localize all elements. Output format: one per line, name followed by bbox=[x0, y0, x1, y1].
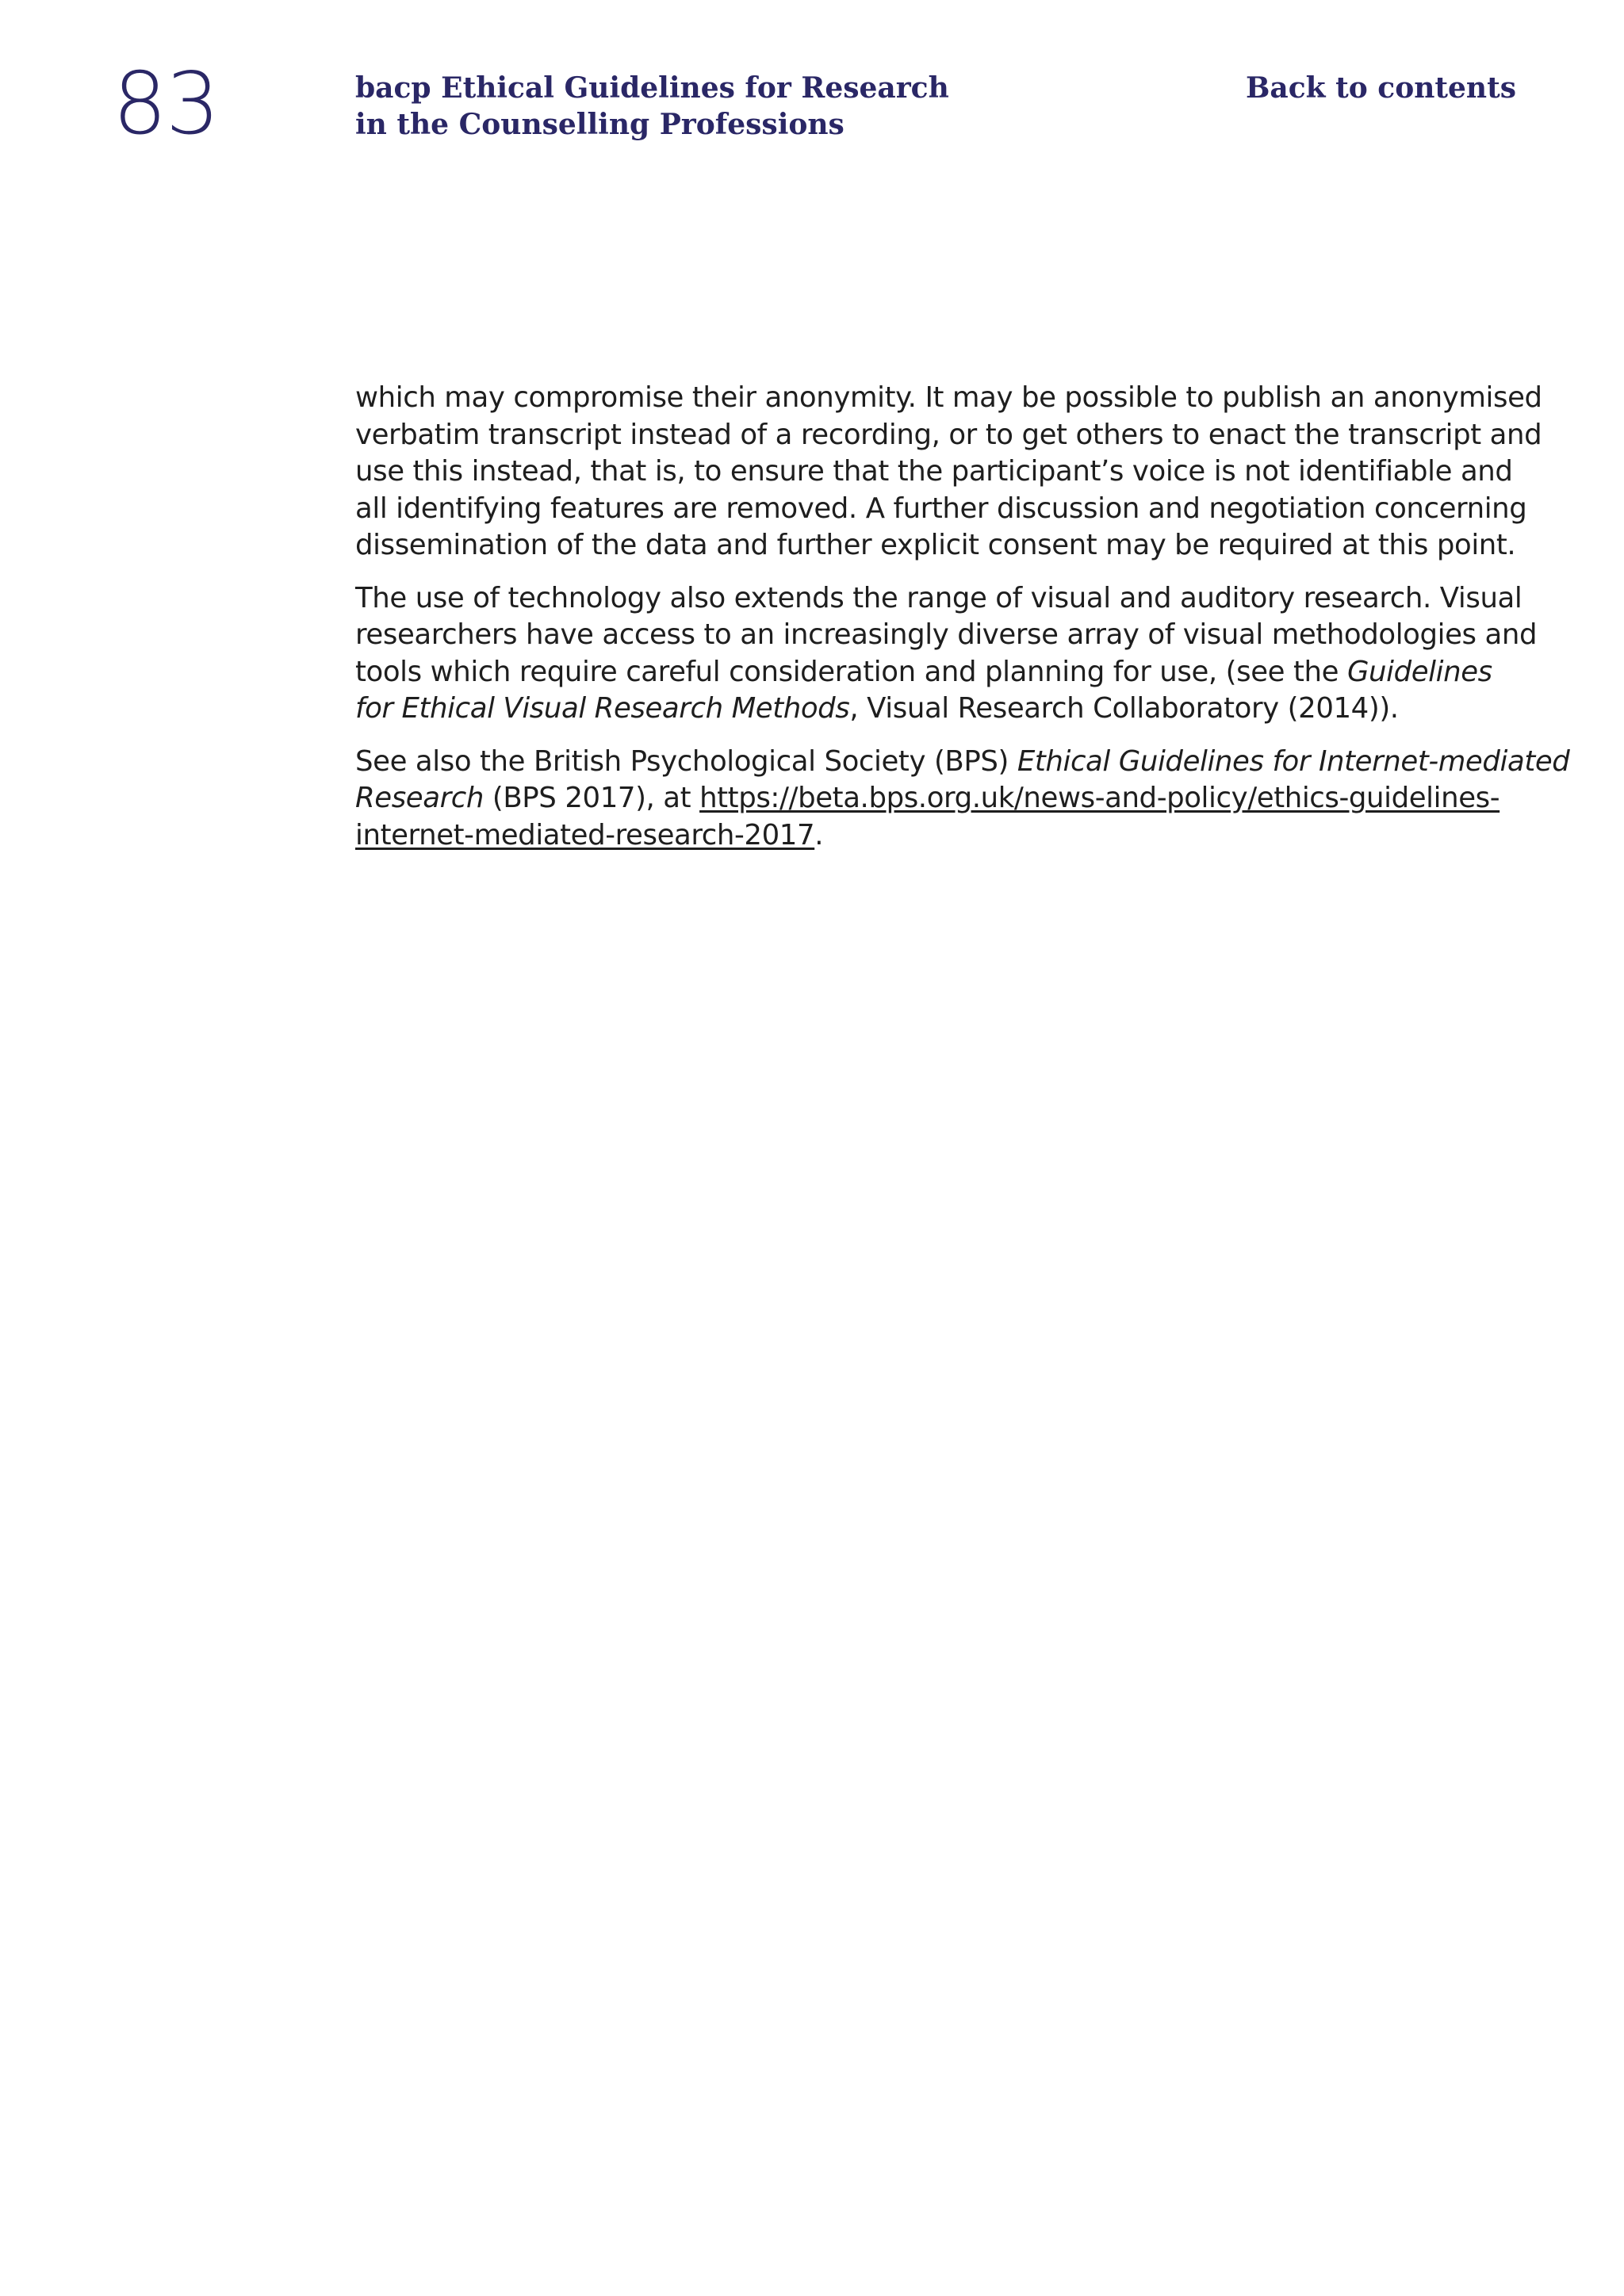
paragraph-line bbox=[355, 654, 1521, 691]
back-to-contents-link[interactable]: Back to contents bbox=[1245, 71, 1516, 105]
text-run: See also the British Psychological Society (BPS) bbox=[355, 744, 1017, 778]
paragraph-line bbox=[355, 691, 1521, 728]
paragraph-line: all identifying features are removed. A further discussion and negotiation concerning bbox=[355, 492, 1527, 525]
paragraph-line: verbatim transcript instead of a recording, or to get others to enact the transcript and bbox=[355, 418, 1542, 451]
text-run: , Visual Research Collaboratory (2014)). bbox=[849, 692, 1399, 725]
body-text bbox=[355, 380, 1570, 870]
bps-title-italic: Ethical Guidelines for Internet-mediated bbox=[1017, 744, 1570, 778]
document-title-line-2: in the Counselling Professions bbox=[355, 108, 845, 141]
paragraph-line bbox=[355, 780, 1521, 817]
paragraph-line: dissemination of the data and further explicit consent may be required at this point. bbox=[355, 529, 1516, 561]
guidelines-title-italic: for Ethical Visual Research Methods bbox=[355, 692, 850, 725]
bps-title-italic: Research bbox=[355, 782, 485, 814]
paragraph-line: researchers have access to an increasingly diverse array of visual methodologies and bbox=[355, 618, 1538, 651]
paragraph-line bbox=[355, 817, 1521, 855]
paragraph-visual-research bbox=[355, 580, 1538, 728]
paragraph-line: use this instead, that is, to ensure that the participant’s voice is not identifiable and bbox=[355, 455, 1513, 488]
guidelines-title-italic: Guidelines bbox=[1346, 655, 1492, 688]
paragraph-anonymity bbox=[355, 380, 1542, 564]
text-run: . bbox=[814, 818, 824, 851]
paragraph-line: The use of technology also extends the range of visual and auditory research. Visual bbox=[355, 581, 1522, 614]
paragraph-line: which may compromise their anonymity. It may be possible to publish an anonymised bbox=[355, 381, 1542, 414]
page-number: 83 bbox=[113, 55, 219, 154]
text-run: (BPS 2017), at bbox=[484, 782, 700, 814]
paragraph-bps-reference bbox=[355, 744, 1570, 855]
document-title-line-1: bacp Ethical Guidelines for Research bbox=[355, 71, 949, 105]
document-title bbox=[355, 70, 949, 143]
bps-guidelines-link[interactable]: https://beta.bps.org.uk/news-and-policy/ethics-guidelines- bbox=[699, 782, 1500, 814]
paragraph-line bbox=[355, 744, 1570, 781]
bps-guidelines-link-continued[interactable]: internet-mediated-research-2017 bbox=[355, 818, 815, 851]
text-run: tools which require careful consideration and planning for use, (see the bbox=[355, 655, 1347, 688]
